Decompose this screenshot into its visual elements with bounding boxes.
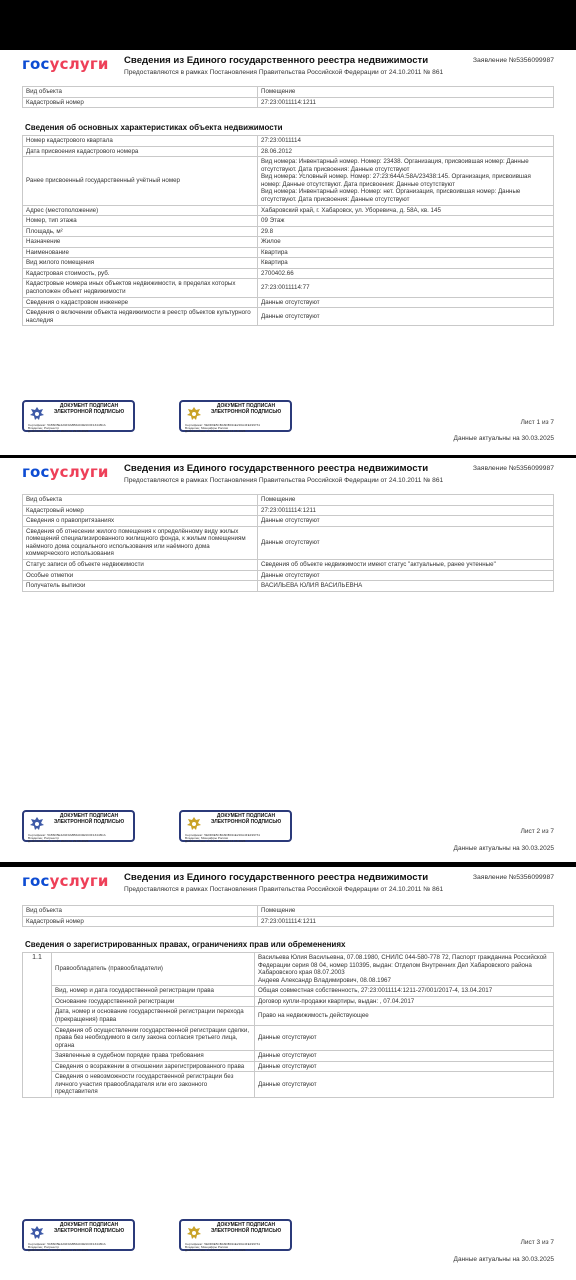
stamp-valid: Действителен: с 30.05.2024 по 13.06.2025 xyxy=(185,1248,246,1253)
stamp-valid: Действителен: с 03.06.2024 по 29.08.2025 xyxy=(28,839,89,844)
russian-eagle-blue-icon xyxy=(28,815,46,833)
application-number: Заявление №5356099987 xyxy=(472,57,554,64)
row-label: Дата, номер и основание государственной регистрации перехода (прекращения) права xyxy=(52,1007,255,1025)
row-label: Статус записи об объекте недвижимости xyxy=(23,559,258,570)
row-value: Данные отсутствуют xyxy=(255,1025,554,1051)
row-value: Помещение xyxy=(258,906,554,917)
stamp-valid: Действителен: с 03.06.2024 по 29.08.2025 xyxy=(28,429,89,434)
row-value: Данные отсутствуют xyxy=(258,308,554,326)
stamp-title: ДОКУМЕНТ ПОДПИСАН ЭЛЕКТРОННОЙ ПОДПИСЬЮ xyxy=(53,813,125,825)
table-row xyxy=(23,216,554,227)
table-row xyxy=(23,581,554,592)
russian-eagle-gold-icon xyxy=(185,1224,203,1242)
stamp-valid: Действителен: с 30.05.2024 по 13.06.2025 xyxy=(185,839,246,844)
characteristics-table xyxy=(22,135,554,326)
table-row xyxy=(23,1007,554,1025)
signature-stamp-rosreestr xyxy=(22,400,135,432)
row-value: Квартира xyxy=(258,258,554,269)
row-label: Кадастровый номер xyxy=(23,97,258,108)
table-row xyxy=(23,996,554,1007)
row-value: Общая совместная собственность, 27:23:0011114:1211-27/001/2017-4, 13.04.2017 xyxy=(255,986,554,997)
object-id-table xyxy=(22,905,554,927)
table-row xyxy=(23,146,554,157)
table-row xyxy=(23,1051,554,1062)
document-page-1 xyxy=(0,50,576,455)
row-label: Назначение xyxy=(23,237,258,248)
gosuslugi-logo xyxy=(22,872,109,890)
stamp-owner: Владелец: Минцифры России xyxy=(185,1245,229,1250)
logo-part-1: гос xyxy=(22,55,50,73)
stamp-owner: Владелец: Минцифры России xyxy=(185,836,229,841)
table-row xyxy=(23,570,554,581)
row-label: Ранее присвоенный государственный учётный номер xyxy=(23,157,258,205)
russian-eagle-gold-icon xyxy=(185,405,203,423)
russian-eagle-blue-icon xyxy=(28,405,46,423)
table-row xyxy=(23,97,554,108)
document-title: Сведения из Единого государственного реестра недвижимости xyxy=(124,463,429,474)
signature-stamp-mincifry xyxy=(179,400,292,432)
russian-eagle-blue-icon xyxy=(28,1224,46,1242)
table-row xyxy=(23,297,554,308)
row-label: Вид жилого помещения xyxy=(23,258,258,269)
signature-stamp-rosreestr xyxy=(22,810,135,842)
row-label: Заявленные в судебном порядке права требования xyxy=(52,1051,255,1062)
application-number: Заявление №5356099987 xyxy=(472,874,554,881)
table-row xyxy=(23,1061,554,1072)
stamp-cert: Сертификат: 51B6D5E4A9F0A8B6AD2E9C0F13448CA xyxy=(28,1242,106,1246)
row-label: Наименование xyxy=(23,247,258,258)
table-row xyxy=(23,157,554,205)
row-label: Адрес (местоположение) xyxy=(23,205,258,216)
document-title: Сведения из Единого государственного реестра недвижимости xyxy=(124,872,429,883)
row-value: Сведения об объекте недвижимости имеют статус "актуальные, ранее учтенные" xyxy=(258,559,554,570)
stamp-owner: Владелец: Росреестр xyxy=(28,836,60,841)
row-value: Жилое xyxy=(258,237,554,248)
row-value: Данные отсутствуют xyxy=(255,1061,554,1072)
table-row xyxy=(23,226,554,237)
row-label: Основание государственной регистрации xyxy=(52,996,255,1007)
table-row xyxy=(23,526,554,559)
signature-stamp-rosreestr xyxy=(22,1219,135,1251)
row-value: 27:23:0011114:1211 xyxy=(258,97,554,108)
table-row xyxy=(23,906,554,917)
row-label: Сведения о включении объекта недвижимости в реестр объектов культурного наследия xyxy=(23,308,258,326)
logo-part-1: гос xyxy=(22,872,50,890)
sheet-number: Лист 2 из 7 xyxy=(520,828,554,835)
stamp-owner: Владелец: Росреестр xyxy=(28,1245,60,1250)
row-label: Получатель выписки xyxy=(23,581,258,592)
row-label: Вид, номер и дата государственной регистрации права xyxy=(52,986,255,997)
data-actual-date: Данные актуальны на 30.03.2025 xyxy=(453,845,554,852)
section-title: Сведения об основных характеристиках объекта недвижимости xyxy=(25,123,283,132)
row-value: 27:23:0011114:1211 xyxy=(258,505,554,516)
row-label: Кадастровый номер xyxy=(23,916,258,927)
table-row xyxy=(23,87,554,98)
stamp-owner: Владелец: Росреестр xyxy=(28,426,60,431)
table-row xyxy=(23,559,554,570)
stamp-cert: Сертификат: 5E0D9E5CBA6DB011E216A4FE199731 xyxy=(185,423,261,427)
russian-eagle-gold-icon xyxy=(185,815,203,833)
row-value: ВАСИЛЬЕВА ЮЛИЯ ВАСИЛЬЕВНА xyxy=(258,581,554,592)
row-value: Право на недвижимость действующее xyxy=(255,1007,554,1025)
row-label: Правообладатель (правообладатели) xyxy=(52,953,255,986)
stamp-owner: Владелец: Минцифры России xyxy=(185,426,229,431)
row-label: Дата присвоения кадастрового номера xyxy=(23,146,258,157)
row-value: Договор купли-продажи квартиры, выдан: , 07.04.2017 xyxy=(255,996,554,1007)
table-row xyxy=(23,247,554,258)
stamp-title: ДОКУМЕНТ ПОДПИСАН ЭЛЕКТРОННОЙ ПОДПИСЬЮ xyxy=(210,403,282,415)
signature-stamp-mincifry xyxy=(179,810,292,842)
table-row xyxy=(23,495,554,506)
row-label: Вид объекта xyxy=(23,495,258,506)
row-value: 09 Этаж xyxy=(258,216,554,227)
stamp-title: ДОКУМЕНТ ПОДПИСАН ЭЛЕКТРОННОЙ ПОДПИСЬЮ xyxy=(210,1222,282,1234)
row-value: 27:23:0011114:1211 xyxy=(258,916,554,927)
row-value: Данные отсутствуют xyxy=(258,516,554,527)
stamp-title: ДОКУМЕНТ ПОДПИСАН ЭЛЕКТРОННОЙ ПОДПИСЬЮ xyxy=(210,813,282,825)
item-number: 1.1 xyxy=(23,953,52,1098)
stamp-details xyxy=(28,424,106,434)
row-value: Данные отсутствуют xyxy=(258,297,554,308)
page-header xyxy=(0,50,576,84)
logo-part-1: гос xyxy=(22,463,50,481)
table-row xyxy=(23,1025,554,1051)
signature-stamp-mincifry xyxy=(179,1219,292,1251)
page-header xyxy=(0,867,576,901)
row-value: 27:23:0011114:77 xyxy=(258,279,554,297)
document-page-2 xyxy=(0,458,576,862)
table-row xyxy=(23,258,554,269)
table-row xyxy=(23,308,554,326)
table-row xyxy=(23,237,554,248)
stamp-details xyxy=(185,834,260,844)
row-value: 27:23:0011114 xyxy=(258,136,554,147)
section-title: Сведения о зарегистрированных правах, ограничениях прав или обременениях xyxy=(25,940,346,949)
logo-part-2: услуги xyxy=(49,55,109,73)
data-actual-date: Данные актуальны на 30.03.2025 xyxy=(453,1256,554,1263)
stamp-details xyxy=(185,424,260,434)
stamp-cert: Сертификат: 51B6D5E4A9F0A8B6AD2E9C0F13448CA xyxy=(28,833,106,837)
stamp-title: ДОКУМЕНТ ПОДПИСАН ЭЛЕКТРОННОЙ ПОДПИСЬЮ xyxy=(53,1222,125,1234)
row-label: Кадастровый номер xyxy=(23,505,258,516)
rights-table xyxy=(22,952,554,1098)
row-value: Помещение xyxy=(258,87,554,98)
stamp-cert: Сертификат: 5E0D9E5CBA6DB011E216A4FE199731 xyxy=(185,833,261,837)
stamp-details xyxy=(185,1243,260,1253)
row-value: Васильева Юлия Васильевна, 07.08.1980, СНИЛС 044-580-778 72, Паспорт гражданина Российской Федерации серия 08 04, номер 110395, выдан: Отделом Внутренних Дел Хабаровского района Хабаровского края 08.07.2003 Андеев Александр Владимирович, 08.08.1967 xyxy=(255,953,554,986)
stamp-title: ДОКУМЕНТ ПОДПИСАН ЭЛЕКТРОННОЙ ПОДПИСЬЮ xyxy=(53,403,125,415)
row-label: Особые отметки xyxy=(23,570,258,581)
sheet-number: Лист 1 из 7 xyxy=(520,419,554,426)
data-actual-date: Данные актуальны на 30.03.2025 xyxy=(453,435,554,442)
stamp-details xyxy=(28,1243,106,1253)
logo-part-2: услуги xyxy=(49,872,109,890)
table-row xyxy=(23,505,554,516)
application-number: Заявление №5356099987 xyxy=(472,465,554,472)
document-subtitle: Предоставляются в рамках Постановления Правительства Российской Федерации от 24.10.2011 № 861 xyxy=(124,886,444,893)
row-label: Кадастровые номера иных объектов недвижимости, в пределах которых расположен объект недвижимости xyxy=(23,279,258,297)
row-label: Сведения о правопритязаниях xyxy=(23,516,258,527)
row-value: Помещение xyxy=(258,495,554,506)
row-label: Вид объекта xyxy=(23,87,258,98)
table-row xyxy=(23,279,554,297)
stamp-details xyxy=(28,834,106,844)
row-label: Площадь, м² xyxy=(23,226,258,237)
document-page-3 xyxy=(0,867,576,1280)
document-subtitle: Предоставляются в рамках Постановления Правительства Российской Федерации от 24.10.2011 № 861 xyxy=(124,477,444,484)
row-value: Данные отсутствуют xyxy=(258,570,554,581)
table-row xyxy=(23,268,554,279)
gosuslugi-logo xyxy=(22,463,109,481)
row-label: Кадастровая стоимость, руб. xyxy=(23,268,258,279)
object-status-table xyxy=(22,494,554,592)
table-row xyxy=(23,1072,554,1098)
document-title: Сведения из Единого государственного реестра недвижимости xyxy=(124,55,429,66)
stamp-cert: Сертификат: 51B6D5E4A9F0A8B6AD2E9C0F13448CA xyxy=(28,423,106,427)
row-label: Вид объекта xyxy=(23,906,258,917)
table-row xyxy=(23,516,554,527)
document-subtitle: Предоставляются в рамках Постановления Правительства Российской Федерации от 24.10.2011 № 861 xyxy=(124,69,444,76)
table-row xyxy=(23,205,554,216)
stamp-valid: Действителен: с 03.06.2024 по 29.08.2025 xyxy=(28,1248,89,1253)
row-label: Сведения об отнесении жилого помещения к определённому виду жилых помещений специализированного жилищного фонда, к жилым помещениям наёмного дома социального использования или наёмного дома коммерческого использования xyxy=(23,526,258,559)
table-row xyxy=(23,986,554,997)
row-label: Сведения об осуществлении государственной регистрации сделки, права без необходимого в силу закона согласия третьего лица, органа xyxy=(52,1025,255,1051)
stamp-valid: Действителен: с 30.05.2024 по 13.06.2025 xyxy=(185,429,246,434)
row-value: 2700402.66 xyxy=(258,268,554,279)
row-label: Номер, тип этажа xyxy=(23,216,258,227)
row-value: 29.8 xyxy=(258,226,554,237)
object-id-table xyxy=(22,86,554,108)
row-value: Данные отсутствуют xyxy=(258,526,554,559)
table-row xyxy=(23,916,554,927)
gosuslugi-logo xyxy=(22,55,109,73)
sheet-number: Лист 3 из 7 xyxy=(520,1239,554,1246)
row-value: Квартира xyxy=(258,247,554,258)
row-label: Сведения о невозможности государственной регистрации без личного участия правообладателя или его законного представителя xyxy=(52,1072,255,1098)
row-value: Данные отсутствуют xyxy=(255,1051,554,1062)
table-row xyxy=(23,953,554,986)
stamp-cert: Сертификат: 5E0D9E5CBA6DB011E216A4FE199731 xyxy=(185,1242,261,1246)
page-header xyxy=(0,458,576,492)
logo-part-2: услуги xyxy=(49,463,109,481)
row-label: Сведения о кадастровом инженере xyxy=(23,297,258,308)
row-value: Хабаровский край, г. Хабаровск, ул. Уборевича, д. 58А, кв. 145 xyxy=(258,205,554,216)
row-label: Сведения о возражении в отношении зарегистрированного права xyxy=(52,1061,255,1072)
row-value: 28.06.2012 xyxy=(258,146,554,157)
table-row xyxy=(23,136,554,147)
row-value: Данные отсутствуют xyxy=(255,1072,554,1098)
row-value: Вид номера: Инвентарный номер. Номер: 23438. Организация, присвоившая номер: Данные отсутствуют. Дата присвоения: Данные отсутствуют Вид номера: Условный номер. Номер: 27:23:644А:58А/23438:145. Организация, присвоившая номер: Данные отсутствуют. Дата присвоения: Данные отсутствуют Вид номера: Инвентарный номер. Номер: нет. Организация, присвоившая номер: Данные отсутствуют. Дата присвоения: Данные отсутствуют xyxy=(258,157,554,205)
row-label: Номер кадастрового квартала xyxy=(23,136,258,147)
